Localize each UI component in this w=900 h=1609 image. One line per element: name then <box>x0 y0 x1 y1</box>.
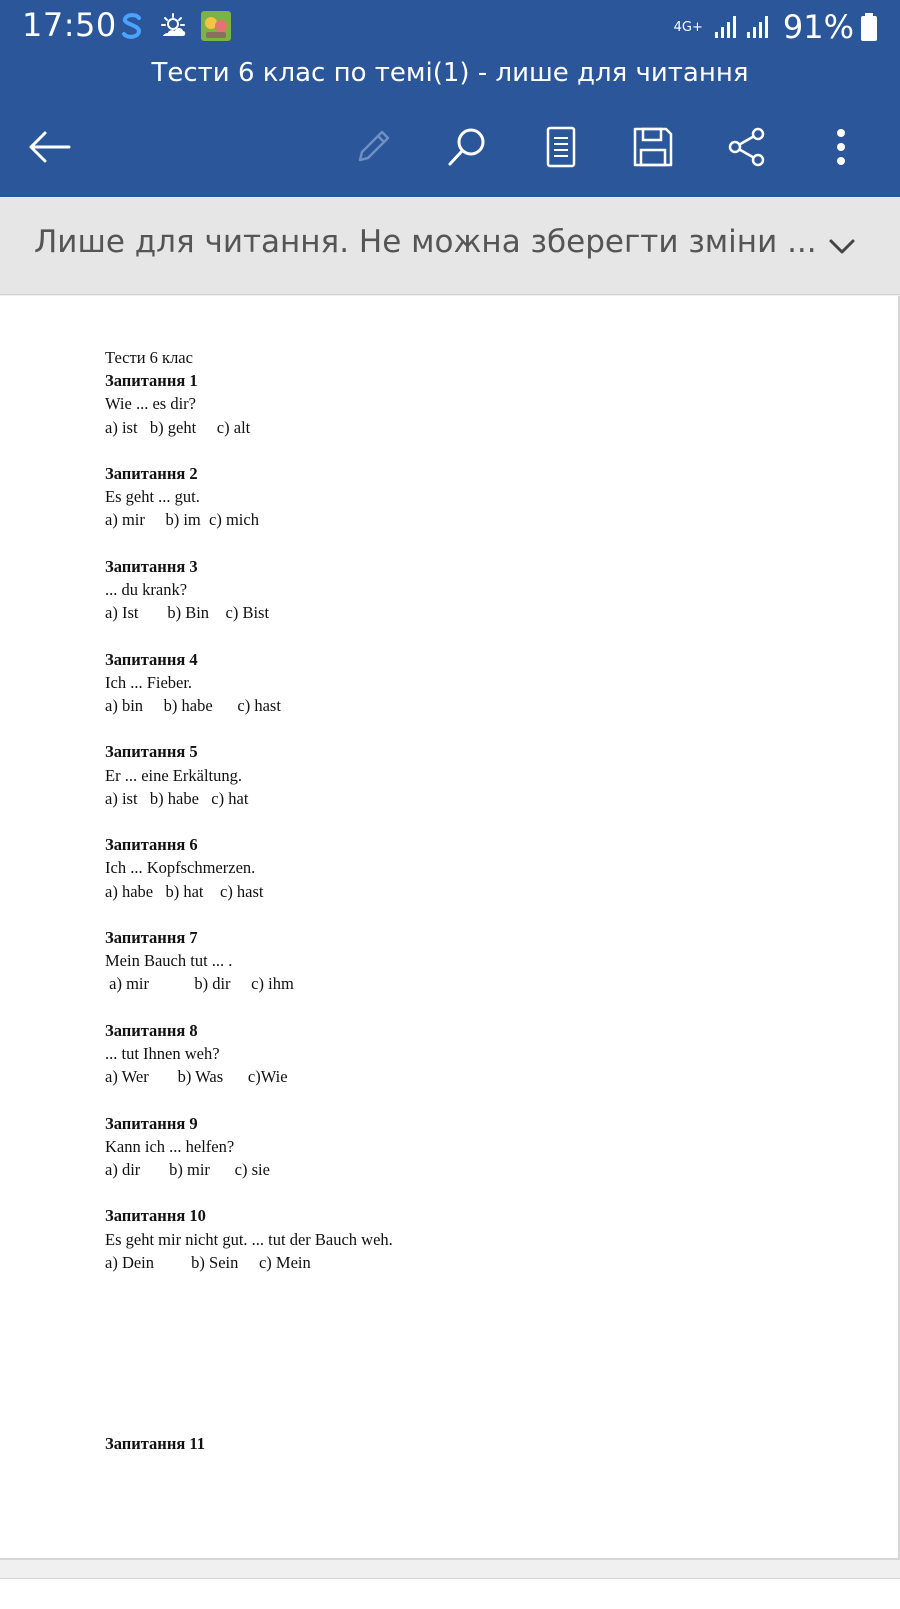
next-document-page <box>0 1578 900 1609</box>
status-time: 17:50 <box>22 6 117 44</box>
edit-button[interactable] <box>346 120 400 174</box>
question-block <box>105 926 393 996</box>
question-block <box>105 462 393 532</box>
question-options: a) habe b) hat c) hast <box>105 881 264 901</box>
question-block <box>105 555 393 625</box>
question-text: Kann ich ... helfen? <box>105 1136 235 1156</box>
mobile-view-button[interactable] <box>534 120 588 174</box>
question-block <box>105 1112 393 1182</box>
edit-pencil-icon <box>352 126 394 168</box>
document-body <box>105 346 393 1297</box>
question-heading: Запитання 4 <box>105 649 198 669</box>
question-heading: Запитання 10 <box>105 1206 206 1226</box>
question-heading: Запитання 3 <box>105 556 198 576</box>
question-text: ... tut Ihnen weh? <box>105 1043 220 1063</box>
question-text: Es geht mir nicht gut. ... tut der Bauch weh. <box>105 1229 393 1249</box>
question-options: a) dir b) mir c) sie <box>105 1159 270 1179</box>
more-icon <box>835 127 847 167</box>
toolbar <box>0 112 900 182</box>
battery-percentage: 91% <box>782 8 854 46</box>
share-button[interactable] <box>720 120 774 174</box>
app-notification-icon <box>200 10 232 42</box>
question-text: Mein Bauch tut ... . <box>105 951 233 971</box>
question-list <box>105 369 393 1274</box>
readonly-banner[interactable] <box>0 197 900 295</box>
question-heading: Запитання 6 <box>105 835 198 855</box>
more-options-button[interactable] <box>814 120 868 174</box>
question-heading: Запитання 9 <box>105 1113 198 1133</box>
question-block <box>105 1019 393 1089</box>
question-options: a) bin b) habe c) hast <box>105 696 281 715</box>
question-text: ... du krank? <box>105 580 188 599</box>
document-heading: Тести 6 клас <box>105 348 193 367</box>
question-block <box>105 1204 393 1274</box>
question-11-heading: Запитання 11 <box>105 1434 205 1453</box>
notification-icons <box>118 10 232 42</box>
expand-banner-button[interactable] <box>822 227 862 267</box>
signal-strength-icon <box>713 14 739 40</box>
question-options: a) ist b) geht c) alt <box>105 417 251 437</box>
question-heading: Запитання 2 <box>105 464 198 483</box>
back-button[interactable] <box>22 120 76 174</box>
chevron-down-icon <box>828 238 856 256</box>
system-status-icons <box>674 8 878 46</box>
question-text: Er ... eine Erkältung. <box>105 765 242 785</box>
question-heading: Запитання 1 <box>105 371 198 391</box>
question-block <box>105 369 393 439</box>
question-options: a) Wer b) Was c)Wie <box>105 1067 288 1087</box>
question-heading: Запитання 5 <box>105 742 198 762</box>
save-icon <box>632 126 674 168</box>
question-text: Ich ... Kopfschmerzen. <box>105 858 256 878</box>
save-button[interactable] <box>626 120 680 174</box>
question-block <box>105 833 393 903</box>
sync-s-icon <box>118 11 146 41</box>
question-heading: Запитання 7 <box>105 927 198 947</box>
status-bar <box>0 0 900 52</box>
question-text: Es geht ... gut. <box>105 487 200 507</box>
question-options: a) Ist b) Bin c) Bist <box>105 603 270 623</box>
signal-strength-icon-2 <box>745 14 771 40</box>
search-icon <box>445 125 489 169</box>
back-arrow-icon <box>27 129 71 165</box>
mobile-view-icon <box>545 126 577 168</box>
share-icon <box>726 126 768 168</box>
question-block <box>105 648 393 718</box>
app-header <box>0 0 900 197</box>
question-text: Wie ... es dir? <box>105 394 196 414</box>
question-options: a) mir b) im c) mich <box>105 510 259 530</box>
question-text: Ich ... Fieber. <box>105 672 193 692</box>
document-title: Тести 6 клас по темі(1) - лише для читання <box>151 58 749 88</box>
question-options: a) ist b) habe c) hat <box>105 788 249 808</box>
question-options: a) Dein b) Sein c) Mein <box>105 1252 311 1272</box>
question-options: a) mir b) dir c) ihm <box>105 974 294 994</box>
search-button[interactable] <box>440 120 494 174</box>
question-heading: Запитання 8 <box>105 1020 198 1040</box>
readonly-message: Лише для читання. Не можна зберегти зміни ... <box>34 224 817 260</box>
weather-sun-cloud-icon <box>158 12 188 40</box>
network-type-label: 4G+ <box>673 19 703 35</box>
document-page[interactable] <box>0 296 900 1560</box>
question-block <box>105 740 393 810</box>
battery-icon <box>860 12 878 42</box>
